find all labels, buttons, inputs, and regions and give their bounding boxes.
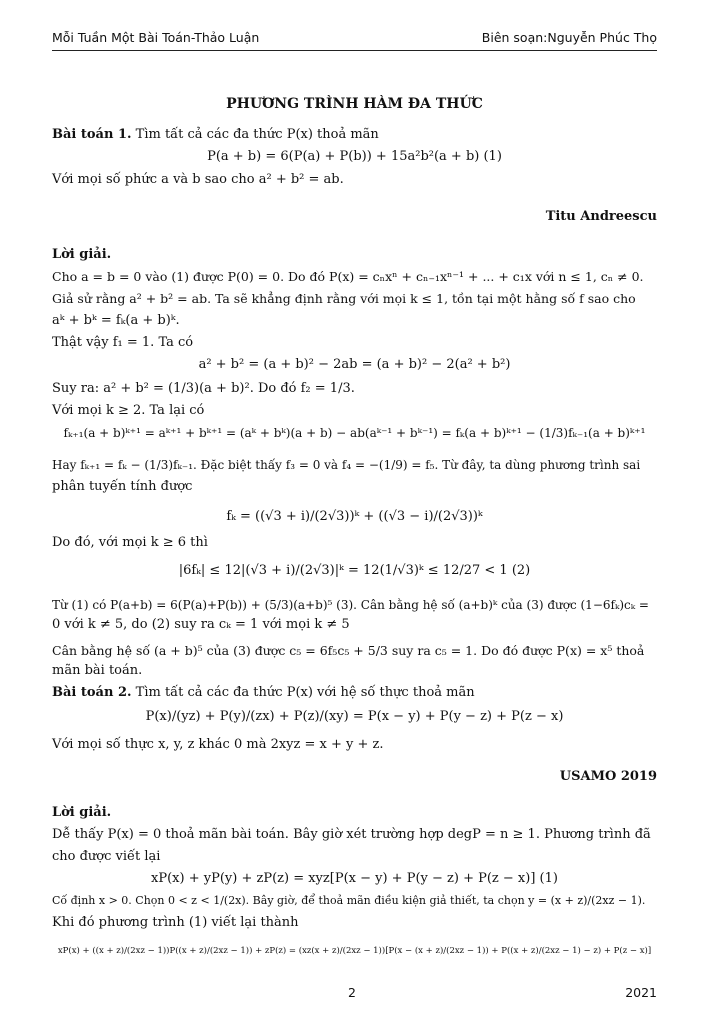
- solution-1-line: 0 với k ≠ 5, do (2) suy ra cₖ = 1 với mọi k ≠ 5: [52, 617, 350, 632]
- solution-1-line: Cân bằng hệ số (a + b)⁵ của (3) được c₅ = 6f₅c₅ + 5/3 suy ra c₅ = 1. Do đó được P(x) = x⁵ thoả: [52, 643, 645, 658]
- solution-1-line: mãn bài toán.: [52, 663, 143, 678]
- solution-2-line: Cố định x > 0. Chọn 0 < z < 1/(2x). Bây giờ, để thoả mãn điều kiện giả thiết, ta chọn y = (x + z)/(2xz − 1).: [52, 894, 646, 907]
- solution-1-line: Hay fₖ₊₁ = fₖ − (1/3)fₖ₋₁. Đặc biệt thấy f₃ = 0 và f₄ = −(1/9) = f₅. Từ đây, ta dùng phương trình sai: [52, 458, 641, 472]
- solution-2-label: Lời giải.: [52, 805, 112, 820]
- problem-2-condition: Với mọi số thực x, y, z khác 0 mà 2xyz = x + y + z.: [52, 737, 384, 752]
- problem-1-condition: Với mọi số phức a và b sao cho a² + b² = ab.: [52, 172, 344, 187]
- problem-1-equation: P(a + b) = 6(P(a) + P(b)) + 15a²b²(a + b) (1): [207, 149, 502, 164]
- running-header: [52, 30, 657, 51]
- solution-2-equation: xP(x) + ((x + z)/(2xz − 1))P((x + z)/(2xz − 1)) + zP(z) = (xz(x + z)/(2xz − 1))[P(x − (x + z)/(2xz − 1)) + P((x + z)/(2xz − 1) − z) + P(z − x)]: [57, 946, 652, 956]
- solution-1-line: Cho a = b = 0 vào (1) được P(0) = 0. Do đó P(x) = cₙxⁿ + cₙ₋₁xⁿ⁻¹ + ... + c₁x với n ≤ 1, cₙ ≠ 0.: [52, 269, 644, 284]
- solution-1-line: Thật vậy f₁ = 1. Ta có: [52, 335, 194, 350]
- solution-2-line: cho được viết lại: [52, 849, 161, 864]
- footer-year: 2021: [625, 985, 657, 1000]
- problem-1-label: Bài toán 1.: [52, 127, 132, 142]
- problem-2-label: Bài toán 2.: [52, 685, 132, 700]
- problem-2-source: USAMO 2019: [559, 769, 657, 784]
- problem-2-equation: P(x)/(yz) + P(y)/(zx) + P(z)/(xy) = P(x − y) + P(y − z) + P(z − x): [145, 709, 564, 724]
- page-title: PHƯƠNG TRÌNH HÀM ĐA THỨC: [226, 96, 483, 112]
- solution-1-line: Do đó, với mọi k ≥ 6 thì: [52, 535, 208, 550]
- problem-2-text: Tìm tất cả các đa thức P(x) với hệ số thực thoả mãn: [131, 685, 475, 700]
- solution-1-equation: |6fₖ| ≤ 12|(√3 + i)/(2√3)|ᵏ = 12(1/√3)ᵏ ≤ 12/27 < 1 (2): [178, 563, 531, 578]
- problem-1-text: Tìm tất cả các đa thức P(x) thoả mãn: [131, 127, 379, 142]
- solution-1-equation: fₖ = ((√3 + i)/(2√3))ᵏ + ((√3 − i)/(2√3))ᵏ: [226, 509, 483, 524]
- solution-2-line: Dễ thấy P(x) = 0 thoả mãn bài toán. Bây giờ xét trường hợp degP = n ≥ 1. Phương trình đã: [52, 827, 651, 842]
- solution-1-equation: a² + b² = (a + b)² − 2ab = (a + b)² − 2(a² + b²): [198, 357, 511, 372]
- solution-1-line: Từ (1) có P(a+b) = 6(P(a)+P(b)) + (5/3)(a+b)⁵ (3). Cân bằng hệ số (a+b)ᵏ của (3) được (1−6fₖ)cₖ =: [52, 598, 649, 612]
- solution-2-equation: xP(x) + yP(y) + zP(z) = xyz[P(x − y) + P(y − z) + P(z − x)] (1): [151, 871, 558, 886]
- page-number: 2: [348, 985, 356, 1000]
- solution-1-line: phân tuyến tính được: [52, 479, 193, 494]
- solution-1-line: aᵏ + bᵏ = fₖ(a + b)ᵏ.: [52, 313, 180, 328]
- solution-1-line: Giả sử rằng a² + b² = ab. Ta sẽ khẳng định rằng với mọi k ≤ 1, tồn tại một hằng số f sao cho: [52, 291, 636, 306]
- solution-1-equation: fₖ₊₁(a + b)ᵏ⁺¹ = aᵏ⁺¹ + bᵏ⁺¹ = (aᵏ + bᵏ)(a + b) − ab(aᵏ⁻¹ + bᵏ⁻¹) = fₖ(a + b)ᵏ⁺¹ − (1/3)fₖ₋₁(a + b)ᵏ⁺¹: [63, 426, 646, 440]
- problem-1-source: Titu Andreescu: [545, 209, 657, 224]
- problem-1-statement: [52, 126, 657, 144]
- solution-1-line: Suy ra: a² + b² = (1/3)(a + b)². Do đó f₂ = 1/3.: [52, 381, 355, 396]
- problem-2-statement: [52, 684, 657, 702]
- header-left: Mỗi Tuần Một Bài Toán-Thảo Luận: [52, 30, 260, 45]
- solution-2-line: Khi đó phương trình (1) viết lại thành: [52, 915, 299, 930]
- solution-1-line: Với mọi k ≥ 2. Ta lại có: [52, 403, 205, 418]
- solution-1-label: Lời giải.: [52, 247, 112, 262]
- header-right: Biên soạn:Nguyễn Phúc Thọ: [481, 30, 657, 45]
